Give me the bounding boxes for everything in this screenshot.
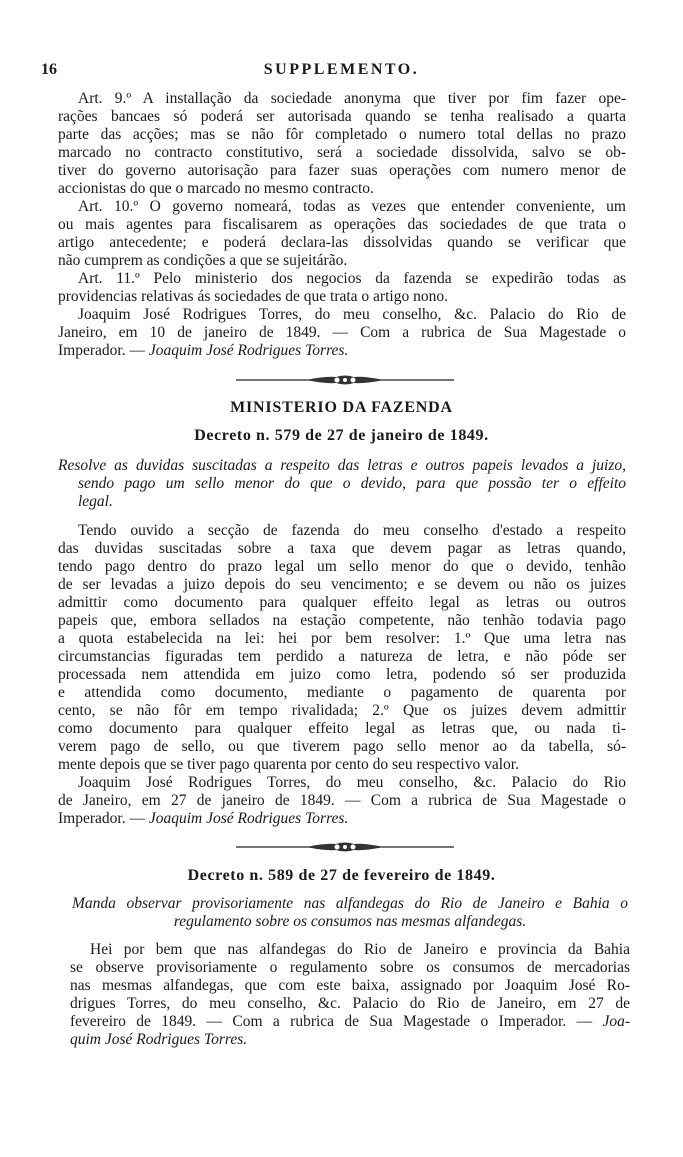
signature-1-lines (58, 306, 626, 342)
text-line: legal. (78, 493, 113, 510)
ornament-divider-icon (236, 841, 454, 853)
text-line: parte das acções; mas se não fôr completado o numero total dellas no prazo (58, 126, 626, 143)
ministry-title: MINISTERIO DA FAZENDA (230, 399, 453, 416)
text-line: de ser levadas a juizo depois do seu vencimento; e se devem ou não os juizes (58, 576, 626, 593)
signature-2-lines (58, 774, 626, 810)
minister-signature: quim José Rodrigues Torres. (70, 1031, 248, 1048)
text-line: mente depois que se tiver pago quarenta por cento do seu respectivo valor. (58, 756, 519, 773)
text-line: verem pago de sello, ou que tiverem pago sello menor ao da tabella, só- (58, 738, 626, 755)
summary-line: regulamento sobre os consumos nas mesmas alfandegas. (173, 913, 527, 930)
minister-signature: Joaquim José Rodrigues Torres. (148, 342, 349, 359)
decree-579-title: Decreto n. 579 de 27 de janeiro de 1849. (194, 427, 489, 444)
text-line: cento, se não fôr em tempo rivalidada; 2.º Que os juizes devem admittir (58, 702, 626, 719)
text-line: marcado no contracto constitutivo, será a sociedade dissolvida, salvo se ob- (58, 144, 626, 161)
article-9 (58, 90, 626, 198)
text-line: das duvidas suscitadas sobre a taxa que devem pagar as letras quando, (58, 540, 626, 557)
text-line: nas mesmas alfandegas, que com este baixa, assignado por Joaquim José Ro- (70, 977, 630, 994)
running-head: SUPPLEMENTO. (263, 61, 420, 78)
text-line: rações bancaes só poderá ser autorisada quando se tenha realisado a quarta (58, 108, 626, 125)
body-lines (70, 941, 630, 1013)
text-line: Resolve as duvidas suscitadas a respeito das letras e outros papeis levados a juizo, (58, 457, 626, 474)
article-10 (58, 198, 626, 270)
minister-signature: Joaquim José Rodrigues Torres. (148, 810, 349, 827)
text-line: se observe provisoriamente o regulamento sobre os consumos de mercadorias (70, 959, 630, 976)
text-line: Art. 10.º O governo nomeará, todas as vezes que entender conveniente, um (78, 198, 626, 215)
decree-589-summary (72, 895, 628, 931)
text-line: tendo pago dentro do prazo legal um sello menor do que o devido, tenhão (58, 558, 626, 575)
text-line: accionistas do que o marcado no mesmo contracto. (58, 180, 374, 197)
text-line: artigo antecedente; e poderá declara-las dissolvidas quando se verificar que (58, 234, 626, 251)
text-line: a quota estabelecida na lei: hei por bem resolver: 1.º Que uma letra nas (58, 630, 626, 647)
text-line: Tendo ouvido a secção de fazenda do meu conselho d'estado a respeito (78, 522, 626, 539)
ornament-divider-icon (236, 374, 454, 386)
summary-line: Manda observar provisoriamente nas alfandegas do Rio de Janeiro e Bahia o (72, 895, 628, 912)
decree-579-body (58, 522, 626, 774)
text-line: drigues Torres, do meu conselho, &c. Palacio do Rio de Janeiro, em 27 de (70, 995, 630, 1012)
text-line: Joaquim José Rodrigues Torres, do meu conselho, &c. Palacio do Rio de (78, 306, 626, 323)
signature-block-2 (58, 774, 626, 828)
page-number: 16 (41, 61, 57, 78)
text-line: de Janeiro, em 27 de janeiro de 1849. — Com a rubrica de Sua Magestade o (58, 792, 626, 809)
decree-579-summary (58, 457, 626, 511)
text-line: Art. 11.º Pelo ministerio dos negocios da fazenda se expedirão todas as (78, 270, 626, 287)
text-line: providencias relativas ás sociedades de que trata o artigo nono. (58, 288, 448, 305)
signature-start: Joa- (602, 1013, 630, 1030)
text-line: Janeiro, em 10 de janeiro de 1849. — Com a rubrica de Sua Magestade o (58, 324, 626, 341)
text-line: sendo pago um sello menor do que o devido, para que possão ter o effeito (78, 475, 626, 492)
signature-1-closing (58, 342, 626, 360)
text-line: Hei por bem que nas alfandegas do Rio de Janeiro e provincia da Bahia (90, 941, 630, 958)
text-line: ou mais agentes para fiscalisarem as operações das sociedades de que trata o (58, 216, 626, 233)
text-line: processada nem attendida em juizo como letra, podendo só ser produzida (58, 666, 626, 683)
decree-589-body (70, 941, 630, 1049)
decree-589-title: Decreto n. 589 de 27 de fevereiro de 1849. (187, 867, 496, 884)
text-line: e attendida como documento, mediante o pagamento de quarenta por (58, 684, 626, 701)
body-line (70, 1013, 630, 1031)
text-line: como documento para qualquer effeito legal as letras que, ou nada ti- (58, 720, 626, 737)
closing-text: Imperador. — (58, 810, 149, 827)
text-line: tiver do governo autorisação para fazer suas operações com numero menor de (58, 162, 626, 179)
text-line: Joaquim José Rodrigues Torres, do meu conselho, &c. Palacio do Rio (78, 774, 626, 791)
closing-text: fevereiro de 1849. — Com a rubrica de Sua Magestade o Imperador. — (70, 1013, 603, 1030)
text-line: papeis que, embora sellados na estação competente, não tenhão todavia pago (58, 612, 626, 629)
text-line: admittir como documento para qualquer effeito legal as letras ou outros (58, 594, 626, 611)
signature-block-1 (58, 306, 626, 360)
article-11 (58, 270, 626, 306)
text-line: não cumprem as condições a que se sujeitárão. (58, 252, 348, 269)
text-line: Art. 9.º A installação da sociedade anonyma que tiver por fim fazer ope- (78, 90, 626, 107)
text-line: circumstancias figuradas tem perdido a natureza de letra, e não póde ser (58, 648, 626, 665)
signature-2-closing (58, 810, 626, 828)
closing-text: Imperador. — (58, 342, 149, 359)
